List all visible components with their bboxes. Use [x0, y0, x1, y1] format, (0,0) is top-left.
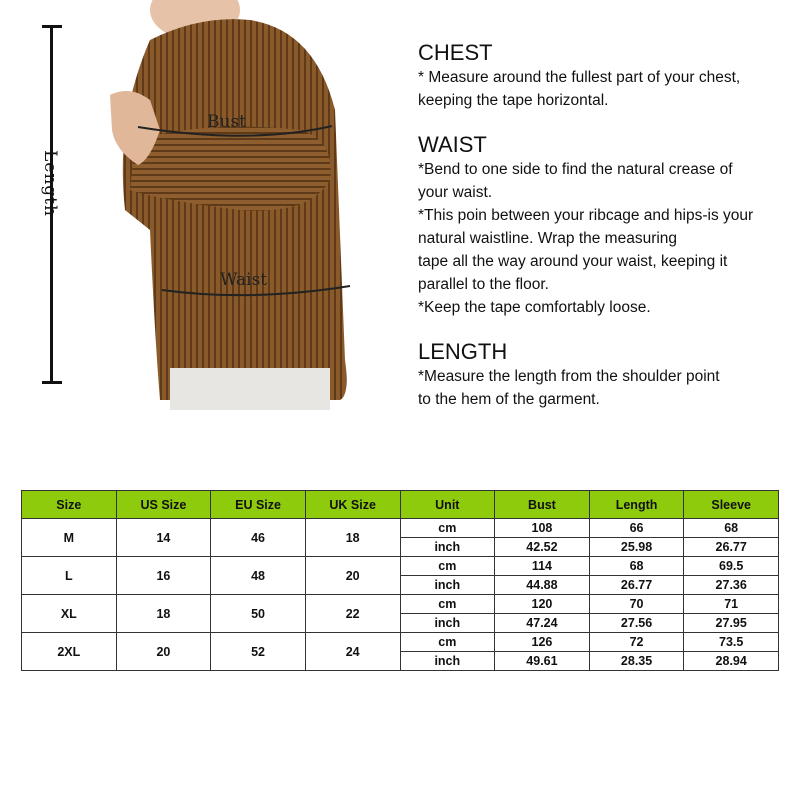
eu-size-cell: 50 — [211, 595, 306, 633]
header-sleeve: Sleeve — [684, 491, 779, 519]
length-section — [418, 339, 788, 411]
instruction-line: tape all the way around your waist, keeping it — [418, 253, 728, 270]
length-cell: 26.77 — [589, 576, 684, 595]
sleeve-cell: 68 — [684, 519, 779, 538]
sweater-illustration — [100, 0, 360, 410]
bust-cell: 114 — [495, 557, 590, 576]
chest-section — [418, 40, 788, 112]
header-eu-size: EU Size — [211, 491, 306, 519]
unit-cell: inch — [400, 614, 495, 633]
sleeve-cell: 27.36 — [684, 576, 779, 595]
instruction-line: parallel to the floor. — [418, 276, 549, 293]
length-cell: 25.98 — [589, 538, 684, 557]
header-length: Length — [589, 491, 684, 519]
bust-cell: 120 — [495, 595, 590, 614]
uk-size-cell: 22 — [305, 595, 400, 633]
uk-size-cell: 20 — [305, 557, 400, 595]
header-us-size: US Size — [116, 491, 211, 519]
bust-cell: 42.52 — [495, 538, 590, 557]
eu-size-cell: 46 — [211, 519, 306, 557]
header-uk-size: UK Size — [305, 491, 400, 519]
length-cell: 28.35 — [589, 652, 684, 671]
measuring-instructions — [418, 40, 788, 431]
length-label: Length — [40, 150, 60, 217]
us-size-cell: 16 — [116, 557, 211, 595]
section-title: WAIST — [418, 132, 487, 157]
sleeve-cell: 73.5 — [684, 633, 779, 652]
eu-size-cell: 48 — [211, 557, 306, 595]
product-photo — [0, 0, 400, 410]
table-row — [22, 557, 779, 576]
table-row — [22, 519, 779, 538]
sleeve-cell: 28.94 — [684, 652, 779, 671]
unit-cell: cm — [400, 595, 495, 614]
section-title: CHEST — [418, 40, 493, 65]
instruction-line: to the hem of the garment. — [418, 391, 600, 408]
instruction-line: *Keep the tape comfortably loose. — [418, 299, 651, 316]
bust-cell: 126 — [495, 633, 590, 652]
size-chart-table — [21, 490, 779, 671]
length-cell: 72 — [589, 633, 684, 652]
bust-cell: 108 — [495, 519, 590, 538]
header-unit: Unit — [400, 491, 495, 519]
bust-cell: 47.24 — [495, 614, 590, 633]
instruction-line: *Bend to one side to find the natural crease of — [418, 161, 733, 178]
table-header-row — [22, 491, 779, 519]
unit-cell: inch — [400, 538, 495, 557]
instruction-line: * Measure around the fullest part of your chest, — [418, 69, 741, 86]
length-cell: 68 — [589, 557, 684, 576]
size-cell: L — [22, 557, 117, 595]
sleeve-cell: 27.95 — [684, 614, 779, 633]
eu-size-cell: 52 — [211, 633, 306, 671]
section-title: LENGTH — [418, 339, 508, 364]
sleeve-cell: 26.77 — [684, 538, 779, 557]
size-cell: M — [22, 519, 117, 557]
instruction-line: natural waistline. Wrap the measuring — [418, 230, 678, 247]
waist-label: Waist — [220, 270, 268, 290]
length-cell: 66 — [589, 519, 684, 538]
header-size: Size — [22, 491, 117, 519]
instruction-line: your waist. — [418, 184, 493, 201]
unit-cell: cm — [400, 519, 495, 538]
instruction-line: keeping the tape horizontal. — [418, 92, 609, 109]
sleeve-cell: 71 — [684, 595, 779, 614]
size-cell: 2XL — [22, 633, 117, 671]
us-size-cell: 14 — [116, 519, 211, 557]
bust-cell: 49.61 — [495, 652, 590, 671]
instruction-line: *Measure the length from the shoulder point — [418, 368, 720, 385]
size-cell: XL — [22, 595, 117, 633]
us-size-cell: 18 — [116, 595, 211, 633]
length-bottom-cap — [42, 381, 62, 384]
uk-size-cell: 18 — [305, 519, 400, 557]
us-size-cell: 20 — [116, 633, 211, 671]
unit-cell: cm — [400, 633, 495, 652]
table-row — [22, 595, 779, 614]
unit-cell: cm — [400, 557, 495, 576]
header-bust: Bust — [495, 491, 590, 519]
bust-label: Bust — [207, 112, 246, 132]
table-row — [22, 633, 779, 652]
unit-cell: inch — [400, 652, 495, 671]
uk-size-cell: 24 — [305, 633, 400, 671]
instruction-line: *This poin between your ribcage and hips-is your — [418, 207, 754, 224]
unit-cell: inch — [400, 576, 495, 595]
bust-cell: 44.88 — [495, 576, 590, 595]
length-cell: 70 — [589, 595, 684, 614]
length-cell: 27.56 — [589, 614, 684, 633]
waist-section — [418, 132, 788, 319]
sleeve-cell: 69.5 — [684, 557, 779, 576]
